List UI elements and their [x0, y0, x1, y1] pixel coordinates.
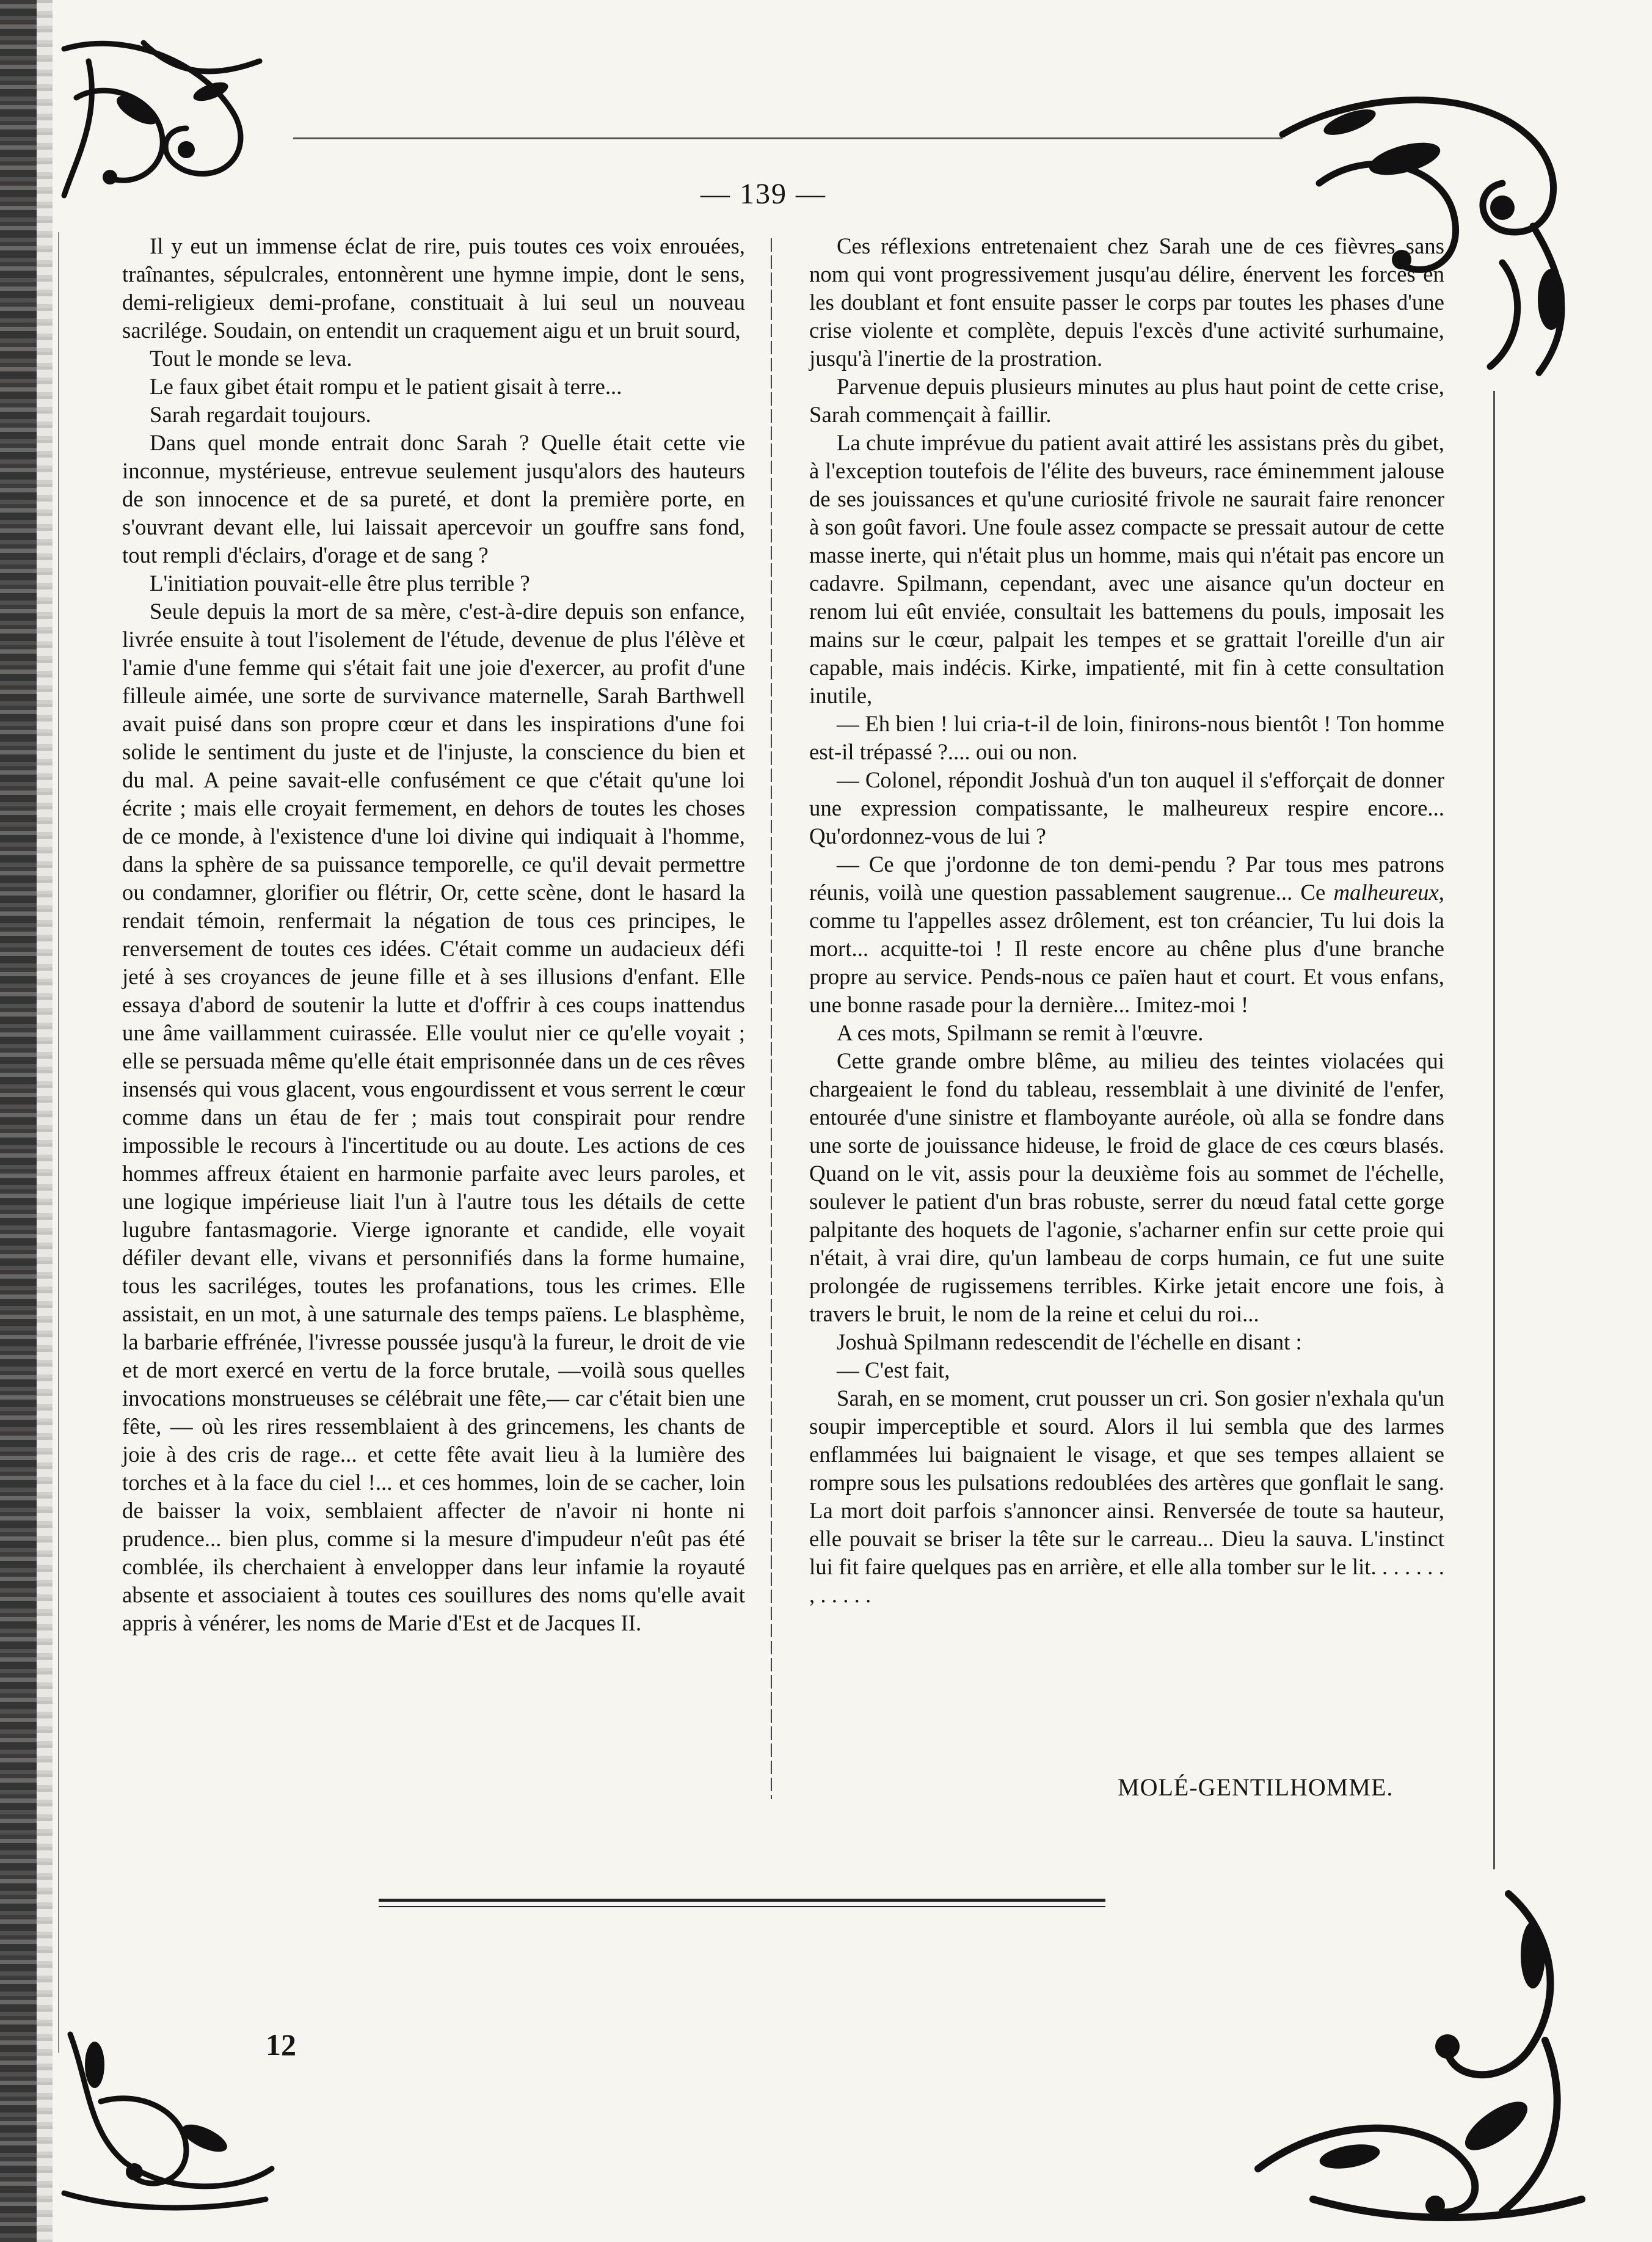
paragraph: L'initiation pouvait-elle être plus terrible ? — [150, 571, 530, 596]
paragraph: La chute imprévue du patient avait attiré les assistans près du gibet, à l'exception toutefois de l'élite des buveurs, race éminemment jalouse de ses jouissances et qu'une curiosité frivole ne saurait faire renoncer à son goût favori. Une foule assez compacte se pressait autour de cette masse inerte, qui n'était plus un homme, mais qui n'était pas encore un cadavre. Spilmann, cependant, avec une aisance qu'un docteur en renom lui eût enviée, consultait les battemens du pouls, imposait les mains sur le cœur, palpait les tempes et se grattait l'oreille d'un air capable, mais indécis. Kirke, impatienté, mit fin à cette consultation inutile, — [809, 430, 1444, 708]
paragraph: Joshuà Spilmann redescendit de l'échelle en disant : — [837, 1329, 1302, 1354]
paragraph: Sarah, en se moment, crut pousser un cri. Son gosier n'exhala qu'un soupir imperceptible et sourd. Alors il lui sembla que des larmes enflammées lui baignaient le visage, et que ses tempes allaient se rompre sous les pulsations redoublées des artères que gonflait le sang. La mort doit parfois s'annoncer ainsi. Renversée de toute sa hauteur, elle pouvait se briser la tête sur le carreau... Dieu la sauva. L'instinct lui fit faire quelques pas en arrière, et elle alla tomber sur le lit. . . . . . . , . . . . . — [809, 1386, 1444, 1607]
paragraph: Cette grande ombre blême, au milieu des teintes violacées qui chargeaient le fond du tableau, ressemblait à une divinité de l'enfer, entourée d'une sinistre et flamboyante auréole, où alla se fondre dans une sorte de jouissance hideuse, le froid de glace de ces cœurs blasés. Quand on le vit, assis pour la deuxième fois au sommet de l'échelle, soulever le patient d'un bras robuste, serrer du nœud fatal cette gorge palpitante des hoquets de l'agonie, s'acharner enfin sur cette proie qui n'était, à vrai dire, qu'un lambeau de corps humain, ce fut une suite prolongée de rugissemens terribles. Kirke jetait encore une fois, à travers le bruit, le nom de la reine et celui du roi... — [809, 1048, 1444, 1326]
dialogue-text: , comme tu l'appelles assez drôlement, est ton créancier, Tu lui dois la mort... acquitte-toi ! Il reste encore au chêne plus d'une branche propre au service. Pends-nous ce païen haut et court. Et vous enfans, une bonne rasade pour la dernière... Imitez-moi ! — [809, 880, 1444, 1017]
corner-ornament-top-left — [52, 24, 272, 208]
closing-rule-thick — [379, 1899, 1105, 1902]
paragraph — [809, 850, 1444, 1019]
text-column-left — [122, 232, 745, 1637]
top-rule — [293, 137, 1283, 139]
scan-binding-shadow — [37, 0, 53, 2242]
italic-word: malheureux — [1333, 880, 1439, 905]
scan-binding-edge — [0, 0, 37, 2242]
paragraph: A ces mots, Spilmann se remit à l'œuvre. — [837, 1020, 1204, 1045]
paragraph: Le faux gibet était rompu et le patient gisait à terre... — [150, 374, 622, 399]
corner-ornament-bottom-right — [1240, 1882, 1588, 2224]
right-border-rule — [1493, 391, 1495, 1869]
dialogue-text: — Ce que j'ordonne de ton demi-pendu ? Par tous mes patrons réunis, voilà une question passablement saugrenue... Ce — [809, 852, 1444, 905]
paragraph: Il y eut un immense éclat de rire, puis toutes ces voix enrouées, traînantes, sépulcrales, entonnèrent une hymne impie, dont le sens, demi-religieux demi-profane, constituait à lui seul un nouveau sacrilége. Soudain, on entendit un craquement aigu et un bruit sourd, — [122, 233, 745, 343]
corner-ornament-bottom-left — [52, 2010, 284, 2218]
paragraph: — Colonel, répondit Joshuà d'un ton auquel il s'efforçait de donner une expression compatissante, le malheureux respire encore... Qu'ordonnez-vous de lui ? — [809, 767, 1444, 849]
text-column-right — [809, 232, 1444, 1609]
paragraph: Seule depuis la mort de sa mère, c'est-à-dire depuis son enfance, livrée ensuite à tout l'isolement de l'étude, devenue de plus l'élève et l'amie d'une femme qui s'était fait une joie d'exercer, au profit d'une filleule aimée, une sorte de survivance maternelle, Sarah Barthwell avait puisé dans son propre cœur et dans les inspirations d'une foi solide le sentiment du juste et de l'injuste, la conscience du bien et du mal. A peine savait-elle confusément ce que c'était qu'une loi écrite ; mais elle croyait fermement, en dehors de toutes les choses de ce monde, à l'existence d'une loi divine qui indiquait à l'homme, dans la sphère de sa puissance temporelle, ce qu'il devait permettre ou condamner, glorifier ou flétrir, Or, cette scène, dont le hasard la rendait témoin, renfermait la négation de tous ces principes, le renversement de toutes ces idées. C'était comme un audacieux défi jeté à ses croyances de jeune fille et à ses illusions d'enfant. Elle essaya d'abord de soutenir la lutte et d'offrir à ces coups inattendus une âme vaillamment cuirassée. Elle voulut nier ce qu'elle voyait ; elle se persuada même qu'elle était emprisonnée dans un de ces rêves insensés qui vous glacent, vous engourdissent et vous serrent le cœur comme dans un étau de fer ; mais tout conspirait pour rendre impossible le recours à l'incertitude ou au doute. Les actions de ces hommes affreux étaient en harmonie parfaite avec leurs paroles, et une logique impérieuse liait l'un à l'autre tous les détails de cette lugubre fantasmagorie. Vierge ignorante et candide, elle voyait défiler devant elle, vivans et personnifiés dans la forme humaine, tous les sacriléges, toutes les profanations, tous les crimes. Elle assistait, en un mot, à une saturnale des temps païens. Le blasphème, la barbarie effrénée, l'ivresse poussée jusqu'à la fureur, le droit de vie et de mort exercé en vertu de la force brutale, —voilà sous quelles invocations monstrueuses se célébrait une fête,— car c'était bien une fête, — où les rires ressemblaient à des grincemens, les chants de joie à des cris de rage... et cette fête avait lieu à la lumière des torches et à la face du ciel !... et ces hommes, loin de se cacher, loin de baisser la voix, semblaient affecter de n'avoir ni honte ni prudence... bien plus, comme si la mesure d'impudeur n'eût pas été comblée, ils cherchaient à envelopper dans leur infamie la royauté absente et associaient à toutes ces souillures des noms qu'elle avait appris à vénérer, les noms de Marie d'Est et de Jacques II. — [122, 599, 745, 1635]
column-divider — [771, 238, 772, 1799]
paragraph: Sarah regardait toujours. — [150, 402, 371, 427]
signature-folio: 12 — [266, 2028, 296, 2062]
left-border-rule — [58, 232, 59, 2053]
paragraph: Dans quel monde entrait donc Sarah ? Quelle était cette vie inconnue, mystérieuse, entrevue seulement jusqu'alors des hauteurs de son innocence et de sa pureté, et dont la première porte, en s'ouvrant devant elle, lui laissait apercevoir un gouffre sans fond, tout rempli d'éclairs, d'orage et de sang ? — [122, 430, 745, 568]
paragraph: — C'est fait, — [837, 1357, 950, 1382]
paragraph: Tout le monde se leva. — [150, 346, 352, 371]
author-signature: MOLÉ-GENTILHOMME. — [1118, 1773, 1394, 1801]
closing-rule-thin — [379, 1906, 1105, 1907]
paragraph: — Eh bien ! lui cria-t-il de loin, finirons-nous bientôt ! Ton homme est-il trépassé ?.... oui ou non. — [809, 711, 1444, 764]
paragraph: Ces réflexions entretenaient chez Sarah une de ces fièvres sans nom qui vont progressivement jusqu'au délire, énervent les forces en les doublant et font ensuite passer le corps par toutes les phases d'une crise violente et complète, depuis l'excès d'une activité surhumaine, jusqu'à l'inertie de la prostration. — [809, 233, 1444, 371]
paragraph: Parvenue depuis plusieurs minutes au plus haut point de cette crise, Sarah commençait à faillir. — [809, 374, 1444, 427]
page-number: — 139 — — [700, 178, 826, 210]
